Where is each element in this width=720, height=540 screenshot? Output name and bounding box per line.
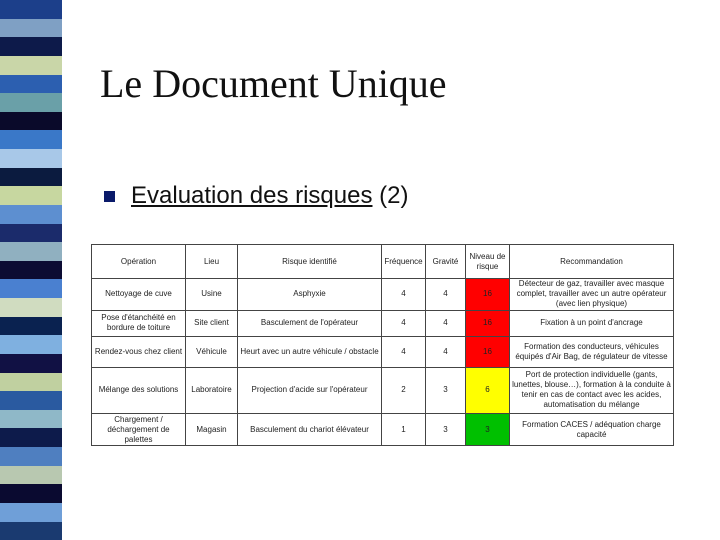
cell-frequence: 1: [382, 414, 426, 446]
cell-risque: Basculement de l'opérateur: [238, 310, 382, 336]
cell-frequence: 4: [382, 337, 426, 368]
bullet-item: [104, 182, 408, 210]
stripe-segment: [0, 410, 62, 429]
stripe-segment: [0, 335, 62, 354]
cell-frequence: 2: [382, 367, 426, 414]
cell-risque: Projection d'acide sur l'opérateur: [238, 367, 382, 414]
stripe-segment: [0, 56, 62, 75]
cell-gravite: 3: [426, 367, 466, 414]
table-row: [92, 279, 674, 311]
cell-operation: Chargement / déchargement de palettes: [92, 414, 186, 446]
stripe-segment: [0, 447, 62, 466]
cell-frequence: 4: [382, 310, 426, 336]
bullet-text-underlined: Evaluation des risques: [131, 182, 373, 209]
table-header-row: [92, 245, 674, 279]
stripe-segment: [0, 224, 62, 243]
stripe-segment: [0, 168, 62, 187]
stripe-segment: [0, 354, 62, 373]
cell-operation: Mélange des solutions: [92, 367, 186, 414]
cell-operation: Rendez-vous chez client: [92, 337, 186, 368]
cell-operation: Pose d'étanchéité en bordure de toiture: [92, 310, 186, 336]
stripe-segment: [0, 317, 62, 336]
stripe-segment: [0, 391, 62, 410]
stripe-segment: [0, 186, 62, 205]
header-gravite: Gravité: [426, 245, 466, 279]
cell-niveau: 16: [466, 310, 510, 336]
stripe-segment: [0, 130, 62, 149]
cell-recommandation: Port de protection individuelle (gants, lunettes, blouse…), formation à la conduite à tenir en cas de contact avec les acides, automatisation du mélange: [510, 367, 674, 414]
header-risque: Risque identifié: [238, 245, 382, 279]
stripe-segment: [0, 0, 62, 19]
stripe-segment: [0, 205, 62, 224]
bullet-text-suffix: (2): [372, 182, 409, 209]
cell-gravite: 4: [426, 310, 466, 336]
stripe-segment: [0, 149, 62, 168]
cell-gravite: 4: [426, 279, 466, 311]
stripe-segment: [0, 298, 62, 317]
stripe-segment: [0, 522, 62, 540]
cell-lieu: Laboratoire: [186, 367, 238, 414]
square-bullet-icon: [104, 191, 115, 202]
risk-assessment-table: [91, 244, 674, 446]
cell-recommandation: Formation CACES / adéquation charge capacité: [510, 414, 674, 446]
slide-title: Le Document Unique: [100, 61, 447, 106]
cell-risque: Asphyxie: [238, 279, 382, 311]
cell-niveau: 3: [466, 414, 510, 446]
cell-niveau: 6: [466, 367, 510, 414]
cell-recommandation: Fixation à un point d'ancrage: [510, 310, 674, 336]
header-niveau: Niveau de risque: [466, 245, 510, 279]
header-operation: Opération: [92, 245, 186, 279]
stripe-segment: [0, 503, 62, 522]
table-row: [92, 414, 674, 446]
header-recommandation: Recommandation: [510, 245, 674, 279]
cell-frequence: 4: [382, 279, 426, 311]
stripe-segment: [0, 466, 62, 485]
cell-niveau: 16: [466, 279, 510, 311]
stripe-segment: [0, 484, 62, 503]
cell-niveau: 16: [466, 337, 510, 368]
cell-risque: Heurt avec un autre véhicule / obstacle: [238, 337, 382, 368]
decorative-side-stripe: [0, 0, 62, 540]
cell-recommandation: Formation des conducteurs, véhicules équipés d'Air Bag, de régulateur de vitesse: [510, 337, 674, 368]
bullet-text: [131, 182, 408, 210]
stripe-segment: [0, 93, 62, 112]
stripe-segment: [0, 373, 62, 392]
stripe-segment: [0, 261, 62, 280]
cell-lieu: Site client: [186, 310, 238, 336]
stripe-segment: [0, 37, 62, 56]
cell-lieu: Magasin: [186, 414, 238, 446]
cell-gravite: 4: [426, 337, 466, 368]
cell-risque: Basculement du chariot élévateur: [238, 414, 382, 446]
cell-gravite: 3: [426, 414, 466, 446]
header-frequence: Fréquence: [382, 245, 426, 279]
stripe-segment: [0, 112, 62, 131]
stripe-segment: [0, 19, 62, 38]
stripe-segment: [0, 75, 62, 94]
stripe-segment: [0, 279, 62, 298]
cell-lieu: Usine: [186, 279, 238, 311]
table-row: [92, 337, 674, 368]
cell-operation: Nettoyage de cuve: [92, 279, 186, 311]
stripe-segment: [0, 428, 62, 447]
header-lieu: Lieu: [186, 245, 238, 279]
table-row: [92, 310, 674, 336]
stripe-segment: [0, 242, 62, 261]
table-row: [92, 367, 674, 414]
cell-recommandation: Détecteur de gaz, travailler avec masque complet, travailler avec un autre opérateur (avec lien physique): [510, 279, 674, 311]
cell-lieu: Véhicule: [186, 337, 238, 368]
